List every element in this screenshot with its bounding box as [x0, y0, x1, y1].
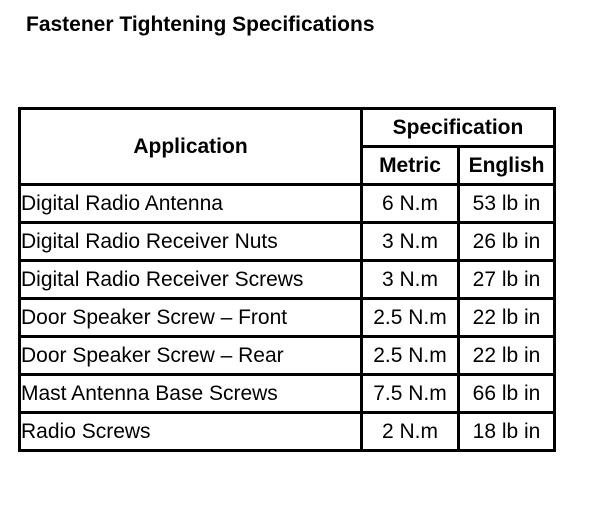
metric-cell: 6 N.m: [362, 185, 459, 223]
header-english: English: [459, 147, 555, 185]
metric-cell: 3 N.m: [362, 261, 459, 299]
metric-cell: 7.5 N.m: [362, 375, 459, 413]
table-row: [20, 261, 555, 299]
fastener-spec-table: [18, 107, 556, 452]
english-cell: 53 lb in: [459, 185, 555, 223]
table-row: [20, 337, 555, 375]
english-cell: 66 lb in: [459, 375, 555, 413]
metric-cell: 2.5 N.m: [362, 299, 459, 337]
application-cell: Digital Radio Receiver Screws: [20, 261, 362, 299]
page-title: Fastener Tightening Specifications: [26, 13, 375, 36]
header-application: Application: [20, 109, 362, 185]
application-cell: Radio Screws: [20, 413, 362, 451]
header-metric: Metric: [362, 147, 459, 185]
english-cell: 22 lb in: [459, 299, 555, 337]
application-cell: Mast Antenna Base Screws: [20, 375, 362, 413]
english-cell: 26 lb in: [459, 223, 555, 261]
table-row: [20, 299, 555, 337]
table-row: [20, 223, 555, 261]
metric-cell: 2 N.m: [362, 413, 459, 451]
english-cell: 22 lb in: [459, 337, 555, 375]
table-row: [20, 185, 555, 223]
english-cell: 27 lb in: [459, 261, 555, 299]
header-specification: Specification: [362, 109, 555, 147]
metric-cell: 2.5 N.m: [362, 337, 459, 375]
application-cell: Digital Radio Receiver Nuts: [20, 223, 362, 261]
application-cell: Door Speaker Screw – Front: [20, 299, 362, 337]
application-cell: Digital Radio Antenna: [20, 185, 362, 223]
application-cell: Door Speaker Screw – Rear: [20, 337, 362, 375]
english-cell: 18 lb in: [459, 413, 555, 451]
table-row: [20, 413, 555, 451]
table-row: [20, 375, 555, 413]
metric-cell: 3 N.m: [362, 223, 459, 261]
header-row-top: [20, 109, 555, 147]
